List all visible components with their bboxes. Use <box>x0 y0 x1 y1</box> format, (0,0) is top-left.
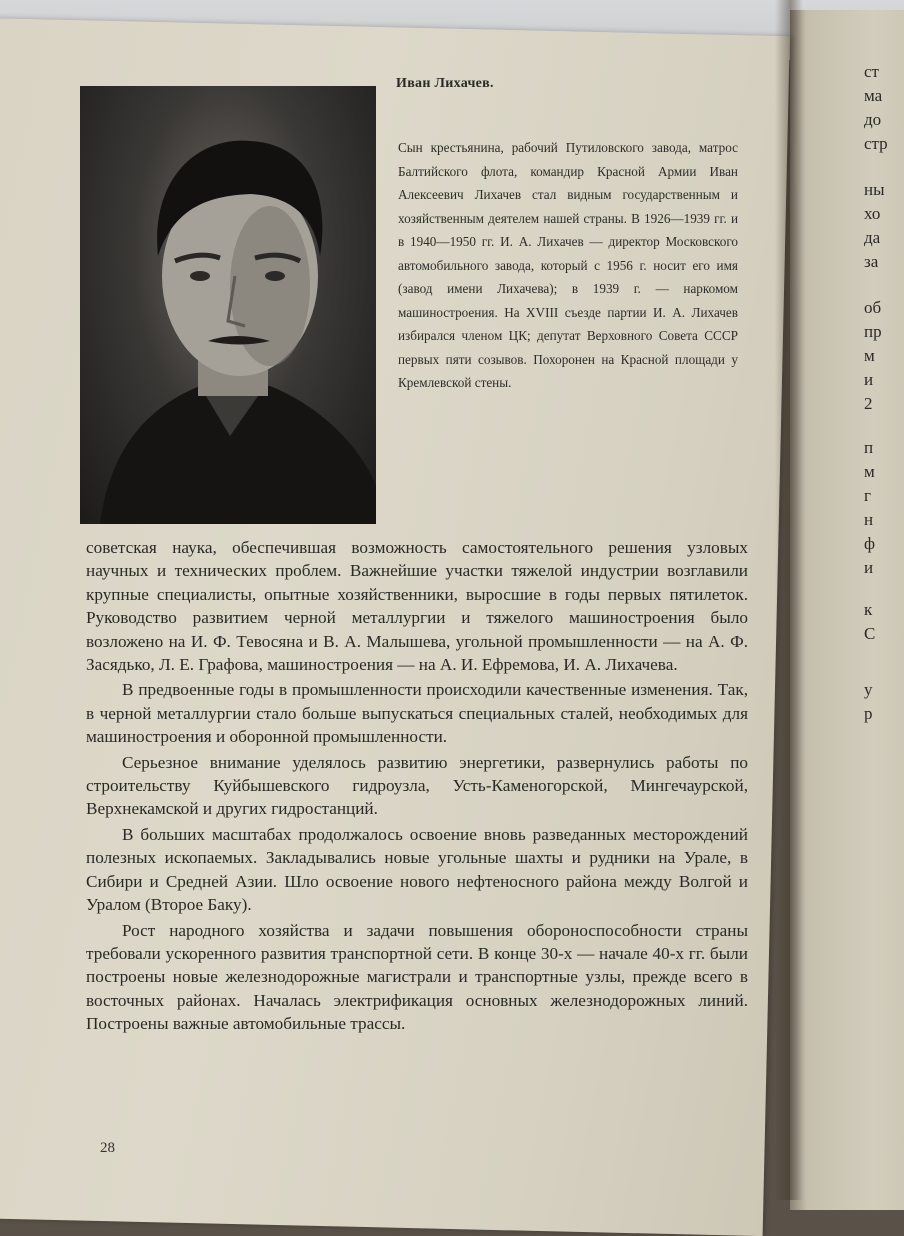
fragment: г <box>864 486 871 505</box>
fragment: да <box>864 228 881 247</box>
fragment: об <box>864 298 882 317</box>
fragment: ст <box>864 62 879 81</box>
fragment: н <box>864 510 874 529</box>
fragment: пр <box>864 322 882 341</box>
fragment: за <box>864 252 879 271</box>
page-number: 28 <box>100 1140 115 1156</box>
paragraph: В больших масштабах продолжалось освоение вновь разведанных месторождений полезных ископаемых. Закладывались новые угольные шахты и рудники на Урале, в Сибири и Средней Азии. Шло освоение нового нефтеносного района между Волгой и Уралом (Второе Баку). <box>86 824 748 915</box>
fragment: ны <box>864 180 885 199</box>
paragraph: Серьезное внимание уделялось развитию энергетики, развернулись работы по строительству Куйбышевского гидроузла, Усть-Каменогорской, Мингечаурской, Верхнекамской и других гидростанций. <box>86 752 748 819</box>
fragment: 2 <box>864 394 873 413</box>
paragraph: Рост народного хозяйства и задачи повышения обороноспособности страны требовали ускоренного развития транспортной сети. В конце 30-х — начале 40-х гг. были построены новые железнодорожные магистрали и транспортные узлы, прежде всего в восточных районах. Началась электрификация основных железнодорожных линий. Построены важные автомобильные трассы. <box>86 920 748 1034</box>
fragment: и <box>864 558 874 577</box>
fragment: ма <box>864 86 883 105</box>
main-text <box>86 536 748 1036</box>
fragment: хо <box>864 204 881 223</box>
portrait-illustration <box>80 86 376 524</box>
paragraph: советская наука, обеспечившая возможность самостоятельного решения узловых научных и технических проблем. Важнейшие участки тяжелой индустрии возглавили крупные специалисты, опытные хозяйственники, выросшие в годы первых пятилеток. Руководство развитием черной металлургии и тяжелого машиностроения было возложено на И. Ф. Тевосяна и В. А. Малышева, угольной промышленности — на А. Ф. Засядько, Л. Е. Графова, машиностроения — на А. И. Ефремова, И. А. Лихачева. <box>86 538 748 675</box>
fragment: С <box>864 624 876 643</box>
fragment: п <box>864 438 874 457</box>
fragment: р <box>864 704 873 723</box>
caption-bio: Сын крестьянина, рабочий Путиловского завода, матрос Балтийского флота, командир Красной Армии Иван Алексеевич Лихачев стал видным государственным и хозяйственным деятелем нашей страны. В 1926—1939 гг. и в 1940—1950 гг. И. А. Лихачев — директор Московского автомобильного завода, который с 1956 г. носит его имя (завод имени Лихачева); в 1939 г. — наркомом машиностроения. На XVIII съезде партии И. А. Лихачев избирался членом ЦК; депутат Верховного Совета СССР первых пяти созывов. Похоронен на Красной площади у Кремлевской стены. <box>398 140 738 390</box>
caption-name: Иван Лихачев. <box>396 76 494 91</box>
fragment: ф <box>864 534 876 553</box>
fragment: у <box>864 680 873 699</box>
fragment: м <box>864 462 875 481</box>
fragment: м <box>864 346 875 365</box>
paragraph: В предвоенные годы в промышленности происходили качественные изменения. Так, в черной металлургии стало больше выпускаться специальных сталей, необходимых для машиностроения и оборонной промышленности. <box>86 680 748 747</box>
fragment: до <box>864 110 882 129</box>
fragment: стр <box>864 134 888 153</box>
fragment: к <box>864 600 873 619</box>
fragment: и <box>864 370 874 389</box>
portrait-photo <box>80 86 376 524</box>
